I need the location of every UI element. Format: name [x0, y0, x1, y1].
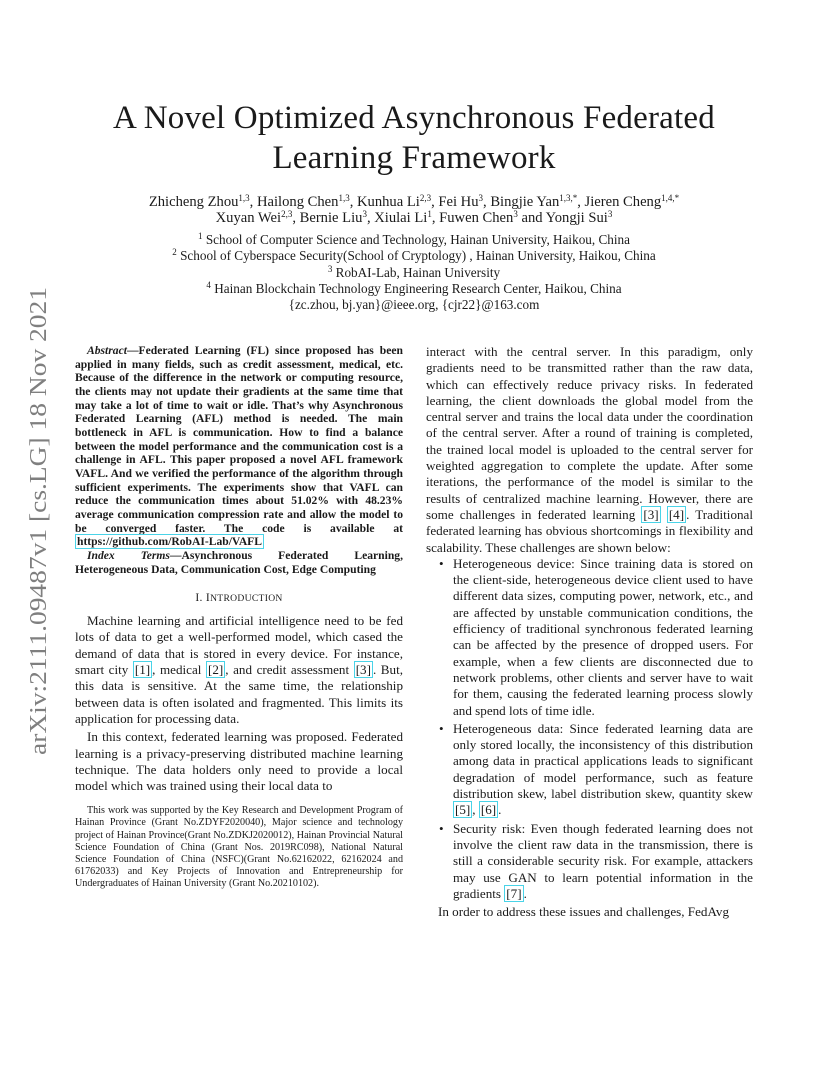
author-affiliation-marker: 1,3 — [238, 193, 250, 203]
challenge-text: , — [472, 802, 479, 818]
author-separator: , — [292, 210, 300, 227]
author-affiliation-marker: 2,3 — [281, 209, 293, 220]
paper-title — [90, 98, 738, 178]
affiliation-marker: 3 — [327, 263, 333, 274]
author-separator: , — [366, 210, 375, 227]
bullet-icon: • — [439, 820, 444, 836]
citation-link[interactable]: [6] — [480, 802, 497, 818]
author-separator: , — [483, 194, 491, 210]
citation-link[interactable]: [1] — [134, 662, 151, 678]
challenge-text: Heterogeneous device: Since training data is stored on the client-side, heterogeneous device client used to have different data sizes, computing power, network, etc., and are affected by unstable communication conditions, the efficiency of traditional synchronous federated learning can be affected by the presence of dropped users. For example, when a few clients are disconnected due to network problems, other clients and server have to wait for them, causing the federated learning process slowly and spend lots of time idle. — [453, 555, 753, 718]
author-list — [80, 194, 748, 227]
arxiv-identifier-stamp — [22, 285, 52, 755]
author-separator: and — [517, 210, 546, 227]
affiliation-marker: 4 — [206, 279, 211, 290]
bullet-icon: • — [439, 720, 444, 736]
citation-link[interactable]: [7] — [506, 885, 522, 901]
title-line-2: Learning Framework — [272, 140, 556, 176]
citation-link[interactable]: [5] — [455, 802, 471, 818]
affiliation-text: School of Computer Science and Technology, Hainan University, Haikou, China — [202, 232, 630, 247]
author-name: Zhicheng Zhou — [148, 194, 239, 210]
author-affiliation-marker: 3 — [362, 209, 367, 220]
index-terms-label: Index Terms — [87, 548, 170, 562]
arxiv-stamp-svg — [22, 285, 52, 755]
challenge-text: Heterogeneous data: Since federated learning data are only stored locally, the inconsistency of this distribution among data in practical applications leads to significant degradation of model performance, such as feature distribution skew, label distribution skew, quantity skew — [453, 720, 753, 802]
affiliation — [80, 248, 748, 264]
challenge-list — [426, 556, 753, 902]
bullet-icon: • — [439, 555, 444, 571]
right-column — [426, 344, 753, 920]
affiliation-marker: 2 — [172, 247, 177, 258]
author-name: Yongji Sui — [545, 210, 608, 227]
author-line-2 — [80, 210, 748, 226]
author-affiliation-marker: 3 — [607, 209, 613, 220]
arxiv-stamp-text: arXiv:2111.09487v1 [cs.LG] 18 Nov 2021 — [25, 337, 52, 755]
affiliation — [80, 232, 748, 248]
affiliation-marker: 1 — [198, 231, 203, 241]
author-separator: , — [349, 194, 357, 210]
affiliation-block — [80, 232, 748, 313]
challenge-text: . — [498, 802, 502, 818]
author-name: Bingjie Yan — [490, 194, 560, 210]
intro-text: , medical — [152, 662, 206, 678]
body-text: interact with the central server. In this paradigm, only gradients need to be transmitted rather than the raw data, which can effectively reduce privacy risks. In federated learning, the client downloads the global model from the central server and trains the local data under the coordination of the central server. After a round of training is completed, the trained local model is uploaded to the central server for weighted aggregation to complete the update. After some iterations, the performance of the model is similar to the results of centralized machine learning. However, there are some challenges in federated learning — [426, 344, 753, 522]
title-line-1: A Novel Optimized Asynchronous Federated — [113, 100, 715, 136]
affiliation-text: Hainan Blockchain Technology Engineering Research Center, Haikou, China — [210, 280, 622, 296]
author-separator: , — [577, 194, 585, 210]
author-name: Fuwen Chen — [439, 210, 514, 227]
affiliation-text: RobAI-Lab, Hainan University — [332, 264, 501, 280]
citation-link[interactable]: [3] — [355, 662, 371, 678]
author-affiliation-marker: 1 — [427, 209, 432, 220]
author-separator: , — [431, 194, 439, 210]
author-affiliation-marker: 3 — [478, 193, 484, 203]
challenge-text: Security risk: Even though federated learning does not involve the client raw data in the transmission, there is still a considerable security risk. For example, attackers may use GAN to learn potential information in the gradients — [453, 820, 753, 901]
intro-text: , and credit assessment — [225, 662, 354, 678]
author-affiliation-marker: 1,4,* — [661, 193, 680, 203]
body-text: . Traditional federated learning has obvious shortcomings in flexibility and scalability. These challenges are shown below: — [426, 506, 753, 555]
left-column — [75, 344, 403, 890]
affiliation — [80, 265, 748, 281]
intro-text: . But, this data is sensitive. At the same time, the relationship between data is often isolated and fragmented. This limits its application for processing data. — [75, 662, 403, 726]
section-heading-introduction — [75, 591, 403, 604]
index-terms-text: —Asynchronous Federated Learning, Heterogeneous Data, Communication Cost, Edge Computing — [75, 548, 403, 576]
author-name: Fei Hu — [438, 194, 479, 210]
citation-link[interactable]: [4] — [668, 506, 685, 522]
author-affiliation-marker: 1,3 — [338, 193, 350, 203]
intro-text: Machine learning and artificial intelligence need to be fed lots of data to get a well-performed model, which cased the demand of data that is stored in every device. For instance, smart city — [75, 613, 403, 678]
author-name: Hailong Chen — [256, 194, 339, 210]
index-terms — [75, 549, 403, 576]
author-name: Kunhua Li — [357, 194, 420, 210]
author-emails: {zc.zhou, bj.yan}@ieee.org, {cjr22}@163.com — [288, 297, 540, 313]
abstract — [75, 344, 403, 549]
author-name: Jieren Cheng — [584, 194, 662, 210]
affiliation — [80, 281, 748, 297]
author-affiliation-marker: 3 — [513, 209, 518, 220]
abstract-label: Abstract — [87, 344, 127, 357]
challenge-item — [426, 556, 753, 719]
body-text — [661, 507, 667, 522]
author-line-1 — [80, 194, 748, 210]
challenge-text: . — [523, 885, 527, 901]
section-title: NTRODUCTION — [210, 593, 283, 605]
citation-link[interactable]: [2] — [207, 662, 224, 678]
author-affiliation-marker: 1,3,* — [559, 193, 578, 203]
citation-link[interactable]: [3] — [643, 506, 659, 522]
closing-paragraph: In order to address these issues and challenges, FedAvg — [438, 904, 730, 920]
author-affiliation-marker: 2,3 — [419, 193, 432, 203]
affiliation-text: School of Cyberspace Security(School of Cryptology) , Hainan University, Haikou, China — [176, 248, 656, 264]
challenge-item — [426, 821, 753, 902]
author-name: Bernie Liu — [299, 210, 363, 227]
intro-paragraph-1 — [75, 613, 403, 727]
author-name: Xiulai Li — [374, 210, 428, 227]
author-separator: , — [431, 210, 440, 227]
challenge-item — [426, 721, 753, 819]
code-repository-link[interactable]: https://github.com/RobAI-Lab/VAFL — [77, 535, 263, 549]
funding-footnote: This work was supported by the Key Research and Development Program of Hainan Province (Grant No.ZDYF2020040), Major science and technology project of Hainan Province(Grant No.ZDKJ2020012), Hainan Provincial Natural Science Foundation of China (Grant Nos. 2019RC098), National Natural Science Foundation of China (NSFC)(Grant No.62162022, 62162024 and 61762033) and Key Projects of Innovation and Entrepreneurship for Undergraduates of Hainan University (Grant No.20210102). — [75, 805, 403, 889]
author-name: Xuyan Wei — [215, 210, 282, 227]
intro-paragraph-2: In this context, federated learning was proposed. Federated learning is a privacy-preserving distributed machine learning technique. The data holders only need to provide a local model which was trained using their local data to — [75, 729, 403, 794]
author-separator: , — [249, 194, 257, 210]
abstract-text: —Federated Learning (FL) since proposed has been applied in many fields, such as credit assessment, medical, etc. Because of the difference in the network or computing resource, the clients may not update their gradients at the same time that may take a lot of time to wait or idle. That’s why Asynchronous Federated Learning (AFL) method is needed. The main bottleneck in AFL is communication. How to find a balance between the model performance and the communication cost is a challenge in AFL. This paper proposed a novel AFL framework VAFL. And we verified the performance of the algorithm through sufficient experiments. The experiments show that VAFL can reduce the communication times about 51.02% with 48.23% average communication compression rate and allow the model to be converged faster. The code is available at — [75, 344, 403, 535]
section-number: I. I — [195, 591, 211, 605]
right-paragraph-1 — [426, 344, 753, 556]
